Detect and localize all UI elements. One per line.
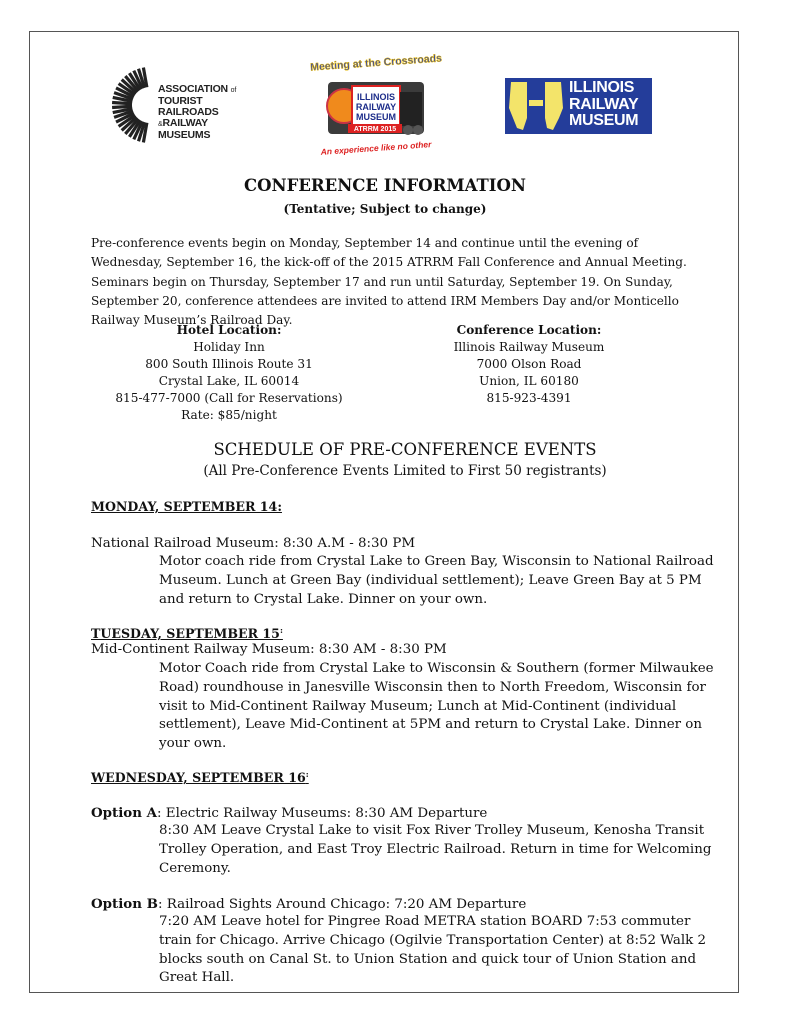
hotel-name: Holiday Inn	[193, 339, 265, 354]
hotel-rate: Rate: $85/night	[181, 407, 277, 422]
monday-heading: MONDAY, SEPTEMBER 14:	[91, 499, 282, 514]
monday-event: National Railroad Museum: 8:30 A.M - 8:30 PM	[91, 536, 416, 551]
conference-city: Union, IL 60180	[479, 373, 579, 388]
wednesday-heading: WEDNESDAY, SEPTEMBER 16:	[91, 769, 309, 786]
svg-text:ILLINOIS: ILLINOIS	[357, 92, 395, 102]
crossroads-tagline: An experience like no other	[320, 139, 432, 157]
option-b-title: Option B: Railroad Sights Around Chicago: 7:20 AM Departure	[91, 896, 527, 912]
page-title: CONFERENCE INFORMATION	[244, 176, 526, 195]
schedule-subtitle: (All Pre-Conference Events Limited to First 50 registrants)	[203, 463, 607, 479]
atrrm-logo-text: ASSOCIATION of TOURIST RAILROADS &RAILWAY MUSEUMS	[158, 83, 237, 141]
schedule-title: SCHEDULE OF PRE-CONFERENCE EVENTS	[213, 440, 597, 459]
atrrm-logo	[106, 62, 241, 148]
svg-text:ATRRM 2015: ATRRM 2015	[353, 126, 397, 133]
option-a-details: 8:30 AM Leave Crystal Lake to visit Fox River Trolley Museum, Kenosha Transit Trolley Operation, and East Troy Electric Railroad. Return in time for Welcoming Ceremony.	[159, 823, 712, 876]
tuesday-heading: TUESDAY, SEPTEMBER 15:	[91, 625, 283, 642]
hotel-location	[100, 322, 358, 423]
conference-phone: 815-923-4391	[486, 390, 572, 405]
tuesday-details: Motor Coach ride from Crystal Lake to Wisconsin & Southern (former Milwaukee Road) roundhouse in Janesville Wisconsin then to North Freedom, Wisconsin for visit to Mid-Continent Railway Museum; Lunch at Mid-Continent (individual settlement), Leave Mid-Continent at 5PM and return to Crystal Lake. Dinner on your own.	[159, 661, 714, 752]
svg-text:RAILWAY: RAILWAY	[355, 102, 397, 112]
conference-address: 7000 Olson Road	[476, 356, 582, 371]
hotel-city: Crystal Lake, IL 60014	[158, 373, 300, 388]
option-b-details: 7:20 AM Leave hotel for Pingree Road METRA station BOARD 7:53 commuter train for Chicago. Arrive Chicago (Ogilvie Transportation Center) at 8:52 Walk 2 blocks south on Canal St. to Union Station and quick tour of Union Station and Great Hall.	[159, 914, 707, 986]
hotel-address: 800 South Illinois Route 31	[145, 356, 313, 371]
conference-name: Illinois Railway Museum	[453, 339, 605, 354]
svg-text:MUSEUM: MUSEUM	[356, 112, 396, 122]
conference-header: Conference Location:	[456, 323, 602, 337]
sunburst-icon	[106, 62, 166, 148]
tuesday-event: Mid-Continent Railway Museum: 8:30 AM - 8:30 PM	[91, 642, 447, 657]
sunburst-ray	[112, 106, 132, 107]
illinois-map-icon	[505, 78, 567, 134]
irm-logo-text: ILLINOIS RAILWAY MUSEUM	[569, 79, 639, 129]
irm-logo	[505, 78, 652, 134]
crossroads-banner: Meeting at the Crossroads	[309, 52, 443, 74]
intro-paragraph: Pre-conference events begin on Monday, September 14 and continue until the evening of Wednesday, September 16, the kick-off of the 2015 ATRRM Fall Conference and Annual Meeting. Seminars begin on Thursday, September 17 and run until Saturday, September 19. On Sunday, September 20, conference attendees are invited to attend IRM Members Day and/or Monticello Railway Museum’s Railroad Day.	[91, 236, 687, 328]
hotel-header: Hotel Location:	[176, 323, 282, 337]
page-subtitle: (Tentative; Subject to change)	[283, 202, 487, 216]
conference-location	[398, 322, 660, 407]
hotel-phone: 815-477-7000 (Call for Reservations)	[115, 390, 343, 405]
monday-details: Motor coach ride from Crystal Lake to Green Bay, Wisconsin to National Railroad Museum. Lunch at Green Bay (individual settlement); Leave Green Bay at 5 PM and return to Crystal Lake. Dinner on your own.	[159, 554, 714, 607]
sunburst-ray	[112, 102, 132, 103]
crossroads-logo	[309, 50, 443, 158]
option-a-title: Option A: Electric Railway Museums: 8:30 AM Departure	[91, 805, 488, 821]
